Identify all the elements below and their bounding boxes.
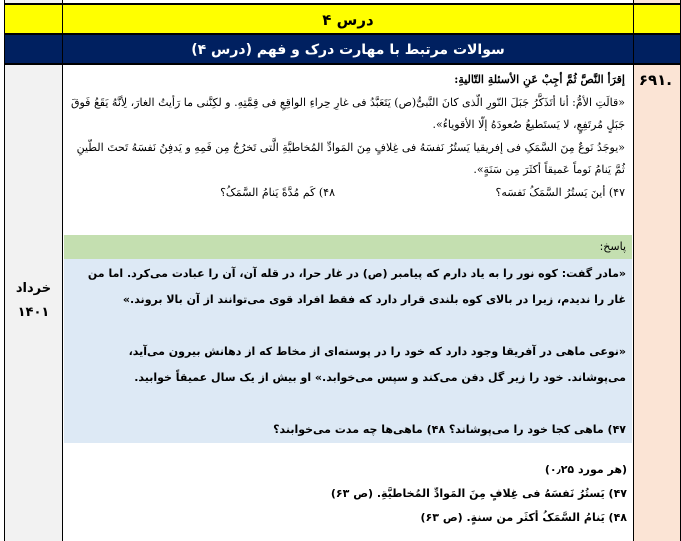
translated-questions: ۴۷) ماهی کجا خود را می‌پوشاند؟ ۴۸) ماهی‌ها چه مدت می‌خوابند؟	[273, 423, 626, 436]
date-cell	[4, 63, 62, 541]
answer-label: پاسخ:	[64, 235, 632, 259]
answer-key-block	[67, 458, 627, 530]
lesson-row-right-cell	[634, 3, 681, 34]
sub-question-47: ۴۷) أینَ یَستُرُ السَّمَکُ نَفسَه؟	[495, 185, 625, 199]
question-number-cell	[634, 63, 681, 541]
lesson-row	[4, 3, 681, 34]
answer-translation-block	[64, 259, 632, 443]
section-title: سوالات مرتبط با مهارت درک و فهم (درس ۴)	[62, 33, 634, 64]
worksheet-table	[4, 0, 681, 541]
translation-2: «نوعی ماهی در آفریقا وجود دارد که خود را در پوسته‌ای از مخاط که از دهانش بیرون می‌آید، می‌پوشاند. خود را زیر گل دفن می‌کند و سپس می‌خوابد.» او بیش از یک سال عمیقاً خوابید.	[128, 345, 626, 384]
section-header-row	[4, 33, 681, 64]
question-row	[4, 63, 681, 541]
sub-questions	[67, 182, 625, 205]
question-instruction: إقرَأ النَّصَّ ثُمَّ أجِبْ عَنِ الأسئلةِ التّالیةِ:	[454, 73, 625, 86]
lesson-title: درس ۴	[62, 3, 634, 34]
score-note: (هر مورد ۰٫۲۵)	[544, 463, 627, 476]
passage-2: «یوجَدُ نَوعٌ مِنَ السَّمَکِ فی إفریقیا یَستُرُ نَفسَهُ فی غِلافٍ مِنَ المَوادِّ المُخاطیَّةِ الَّتی تَخرُجُ مِن فَمِهِ و یَدفِنُ نَفسَهُ تَحتَ الطّینِ ثُمَّ یَنامُ نَوماً عَمیقاً أکثَرَ مِن سَنَةٍ».	[76, 140, 625, 176]
question-block	[67, 69, 625, 204]
answer-47: ۴۷) یَستُرُ نَفسَهُ فی غِلافٍ مِنَ المَوادِّ المُخاطیَّةِ. (ص ۶۳)	[330, 487, 627, 500]
translation-1: «مادر گفت: کوه نور را به یاد دارم که پیامبر (ص) در غار حرا، در قله آن، آن را عبادت می‌کرد. اما من غار را ندیدم، زیرا در بالای کوه بلندی قرار دارد که فقط افراد قوی می‌توانند از آن بالا بروند.»	[87, 267, 626, 306]
question-number: .۶۹۱	[638, 71, 672, 89]
lesson-row-left-cell	[4, 3, 62, 34]
exam-date	[5, 277, 62, 325]
passage-1: «قالَتِ الأمُّ: أنا أتَذَکَّرُ جَبَلَ النّورِ الّذی کانَ النَّبیُّ(ص) یَتَعَبَّدُ فی غارِ حِراءِ الواقِعِ فی قِمَّتِهِ. و لکِنَّنی ما رَأیتُ الغارَ، لِأنَّهُ یَقَعُ فَوقَ جَبَلٍ مُرتَفِعٍ، لا یَستَطیعُ صُعودَهُ إلّا الأقویاءُ».	[70, 95, 625, 131]
question-content-cell	[62, 63, 634, 541]
answer-48: ۴۸) یَنامُ السَّمَکُ أکثَر من سنةٍ. (ص ۶۳)	[420, 511, 627, 524]
date-year: ۱۴۰۱	[17, 305, 50, 320]
section-row-left-cell	[4, 33, 62, 64]
sub-question-48: ۴۸) کَم مُدَّةً یَنامُ السَّمَکُ؟	[220, 185, 335, 199]
date-month: خرداد	[15, 281, 52, 296]
section-row-right-cell	[634, 33, 681, 64]
